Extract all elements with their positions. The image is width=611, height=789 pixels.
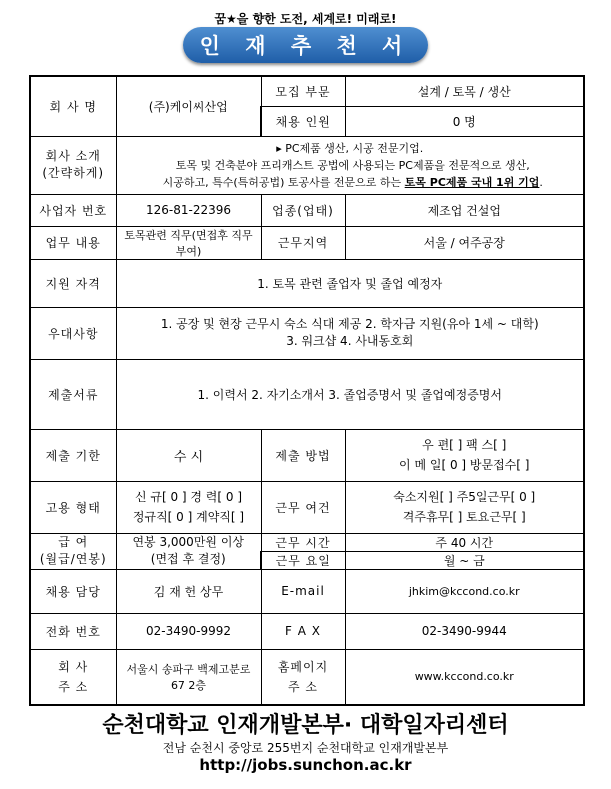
homepage-label-line2: 주 소 bbox=[288, 679, 318, 694]
employment-line-2: 정규직[ 0 ] 계약직[ ] bbox=[132, 510, 245, 524]
submit-method-line-1: 우 편[ ] 팩 스[ ] bbox=[422, 438, 507, 452]
email-label: E-mail bbox=[261, 569, 345, 613]
dept-value: 설계 / 토목 / 생산 bbox=[345, 76, 584, 106]
work-days-value: 월 ~ 금 bbox=[345, 551, 584, 569]
fax-label: F A X bbox=[261, 613, 345, 649]
work-line-1: 숙소지원[ ] 주5일근무[ 0 ] bbox=[393, 490, 536, 504]
company-address-label bbox=[30, 649, 116, 705]
location-label: 근무지역 bbox=[261, 226, 345, 259]
duty-value: 토목관련 직무(면접후 직무부여) bbox=[116, 226, 261, 259]
footer-title: 순천대학교 인재개발본부· 대학일자리센터 bbox=[102, 713, 509, 738]
intro-line-3a: 시공하고, 특수(특허공법) 토공사를 전문으로 하는 bbox=[162, 175, 405, 189]
industry-value: 제조업 건설업 bbox=[345, 194, 584, 226]
hire-count-label: 채용 인원 bbox=[261, 106, 345, 136]
intro-line-3c: . bbox=[539, 175, 543, 189]
salary-value bbox=[116, 533, 261, 569]
address-label-line1: 회 사 bbox=[58, 659, 89, 674]
phone-label: 전화 번호 bbox=[30, 613, 116, 649]
intro-highlight: 토목 PC제품 국내 1위 기업 bbox=[404, 175, 540, 189]
fax-value: 02-3490-9944 bbox=[345, 613, 584, 649]
deadline-label: 제출 기한 bbox=[30, 429, 116, 481]
company-name-label: 회 사 명 bbox=[30, 76, 116, 136]
work-hours-label: 근무 시간 bbox=[261, 533, 345, 551]
industry-label: 업종(업태) bbox=[261, 194, 345, 226]
intro-label-line2: (간략하게) bbox=[42, 166, 105, 180]
email-value[interactable]: jhkim@kccond.co.kr bbox=[345, 569, 584, 613]
homepage-value[interactable]: www.kccond.co.kr bbox=[345, 649, 584, 705]
preference-line-2: 3. 워크샵 4. 사내동호회 bbox=[286, 334, 414, 348]
address-label-line2: 주 소 bbox=[58, 679, 89, 694]
submit-method-value bbox=[345, 429, 584, 481]
work-hours-value: 주 40 시간 bbox=[345, 533, 584, 551]
work-days-label: 근무 요일 bbox=[261, 551, 345, 569]
intro-line-1: ▸ PC제품 생산, 시공 전문기업. bbox=[276, 141, 424, 155]
duty-label: 업무 내용 bbox=[30, 226, 116, 259]
deadline-value: 수 시 bbox=[116, 429, 261, 481]
preference-line-1: 1. 공장 및 현장 근무시 숙소 식대 제공 2. 학자금 지원(유아 1세 ~ 대학) bbox=[160, 317, 539, 331]
work-line-2: 격주휴무[ ] 토요근무[ ] bbox=[402, 510, 526, 524]
homepage-label-line1: 홈페이지 bbox=[277, 659, 329, 674]
intro-label-line1: 회사 소개 bbox=[45, 149, 101, 163]
intro-line-3 bbox=[120, 174, 581, 191]
hire-count-value: 0 명 bbox=[345, 106, 584, 136]
phone-value: 02-3490-9992 bbox=[116, 613, 261, 649]
location-value: 서울 / 여주공장 bbox=[345, 226, 584, 259]
manager-label: 채용 담당 bbox=[30, 569, 116, 613]
page-title: 인 재 추 천 서 bbox=[199, 34, 412, 58]
employment-line-1: 신 규[ 0 ] 경 력[ 0 ] bbox=[134, 490, 243, 504]
salary-label-line1: 급 여 bbox=[58, 535, 89, 549]
employment-type-value bbox=[116, 481, 261, 533]
qualification-label: 지원 자격 bbox=[30, 259, 116, 307]
page-title-banner bbox=[183, 27, 428, 63]
salary-label bbox=[30, 533, 116, 569]
intro-line-2: 토목 및 건축분야 프리캐스트 공법에 사용되는 PC제품을 전문적으로 생산, bbox=[175, 158, 530, 172]
documents-label: 제출서류 bbox=[30, 359, 116, 429]
footer-address: 전남 순천시 중앙로 255번지 순천대학교 인재개발본부 bbox=[162, 741, 449, 755]
dept-label: 모집 부문 bbox=[261, 76, 345, 106]
salary-label-line2: (월급/연봉) bbox=[39, 552, 107, 566]
work-conditions-value bbox=[345, 481, 584, 533]
company-name-value: (주)케이씨산업 bbox=[116, 76, 261, 136]
footer-url[interactable]: http://jobs.sunchon.ac.kr bbox=[199, 756, 412, 774]
bizno-value: 126-81-22396 bbox=[116, 194, 261, 226]
manager-value: 김 재 헌 상무 bbox=[116, 569, 261, 613]
bizno-label: 사업자 번호 bbox=[30, 194, 116, 226]
work-conditions-label: 근무 여건 bbox=[261, 481, 345, 533]
company-intro-label bbox=[30, 136, 116, 194]
salary-line-1: 연봉 3,000만원 이상 bbox=[132, 535, 245, 549]
company-intro-value bbox=[116, 136, 584, 194]
submit-method-label: 제출 방법 bbox=[261, 429, 345, 481]
qualification-value: 1. 토목 관련 졸업자 및 졸업 예정자 bbox=[116, 259, 584, 307]
company-address-value: 서울시 송파구 백제고분로 67 2층 bbox=[116, 649, 261, 705]
preference-label: 우대사항 bbox=[30, 307, 116, 359]
slogan: 꿈★을 향한 도전, 세계로! 미래로! bbox=[214, 12, 397, 26]
salary-line-2: (면접 후 결정) bbox=[150, 552, 226, 566]
preference-value bbox=[116, 307, 584, 359]
submit-method-line-2: 이 메 일[ 0 ] 방문접수[ ] bbox=[399, 458, 530, 472]
employment-type-label: 고용 형태 bbox=[30, 481, 116, 533]
homepage-label bbox=[261, 649, 345, 705]
recommendation-form-table bbox=[29, 75, 585, 706]
documents-value: 1. 이력서 2. 자기소개서 3. 졸업증명서 및 졸업예정증명서 bbox=[116, 359, 584, 429]
